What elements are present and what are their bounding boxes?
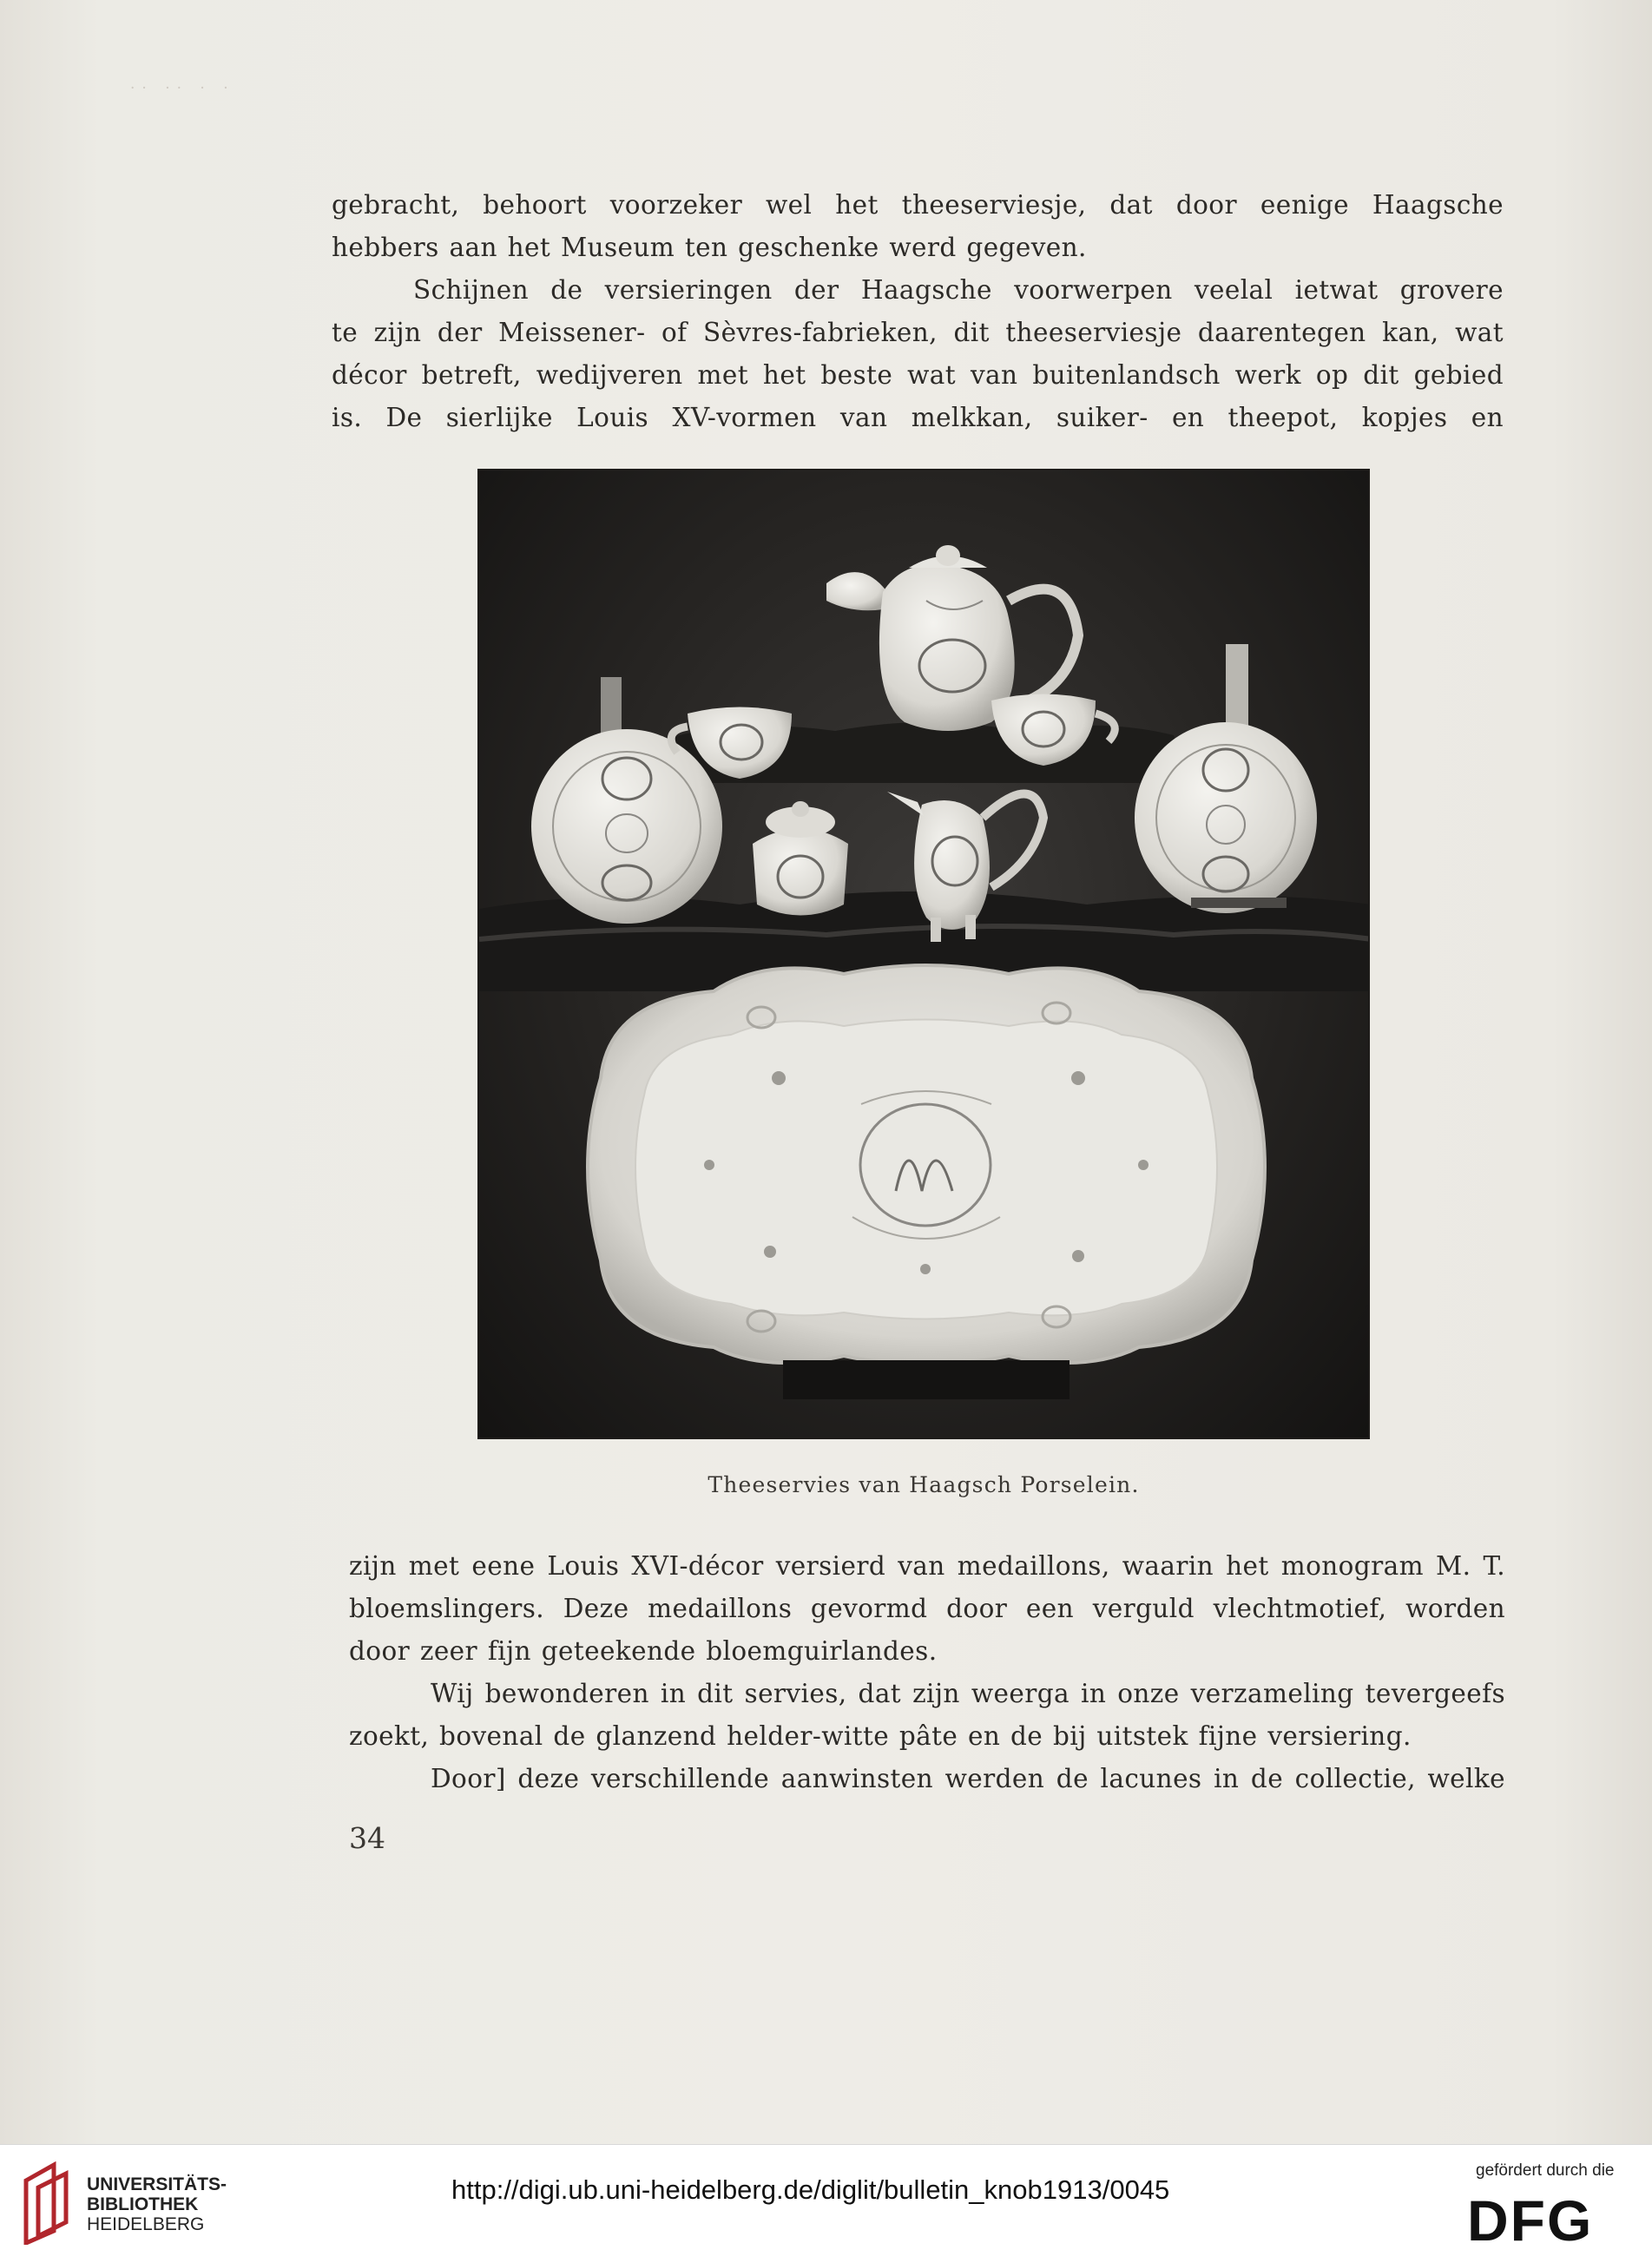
text-line: bloemslingers. Deze medaillons gevormd door een verguld vlechtmotief, worden	[349, 1594, 1505, 1623]
text-line: Wij bewonderen in dit servies, dat zijn weerga in onze verzameling tevergeefs	[431, 1679, 1505, 1708]
paragraph-bottom	[349, 1545, 1505, 1800]
text-line: zoekt, bovenal de glanzend helder-witte pâte en de bij uitstek fijne versiering.	[349, 1721, 1412, 1751]
library-name-line: HEIDELBERG	[87, 2214, 205, 2234]
tea-service-illustration	[479, 470, 1370, 1439]
library-name	[87, 2174, 227, 2234]
text-line: gebracht, behoort voorzeker wel het theeserviesje, dat door eenige Haagsche	[332, 190, 1504, 220]
text-line: hebbers aan het Museum ten geschenke werd gegeven.	[332, 233, 1087, 262]
scan-smudge: ·· ·· · ·	[130, 80, 235, 97]
dfg-logo: DFG	[1467, 2188, 1594, 2253]
text-line: Door] deze verschillende aanwinsten werden de lacunes in de collectie, welke	[431, 1764, 1505, 1793]
text-line: zijn met eene Louis XVI-décor versierd van medaillons, waarin het monogram M. T.	[349, 1551, 1505, 1581]
funded-by-label: gefördert durch die	[1476, 2161, 1615, 2180]
page-number: 34	[349, 1821, 385, 1855]
tea-service-photo	[477, 469, 1370, 1439]
text-line: is. De sierlijke Louis XV-vormen van melkkan, suiker- en theepot, kopjes en	[332, 403, 1504, 432]
text-line: Schijnen de versieringen der Haagsche voorwerpen veelal ietwat grovere	[413, 275, 1504, 305]
library-logo-icon	[19, 2161, 80, 2245]
text-line: décor betreft, wedijveren met het beste wat van buitenlandsch werk op dit gebied	[332, 360, 1504, 390]
paragraph-top	[332, 184, 1504, 439]
library-name-line: UNIVERSITÄTS-	[87, 2174, 227, 2194]
permalink-url[interactable]: http://digi.ub.uni-heidelberg.de/diglit/bulletin_knob1913/0045	[451, 2174, 1170, 2205]
figure-caption: Theeservies van Haagsch Porselein.	[708, 1472, 1140, 1497]
text-line: door zeer fijn geteekende bloemguirlandes.	[349, 1636, 938, 1666]
text-line: te zijn der Meissener- of Sèvres-fabrieken, dit theeserviesje daarentegen kan, wat	[332, 318, 1504, 347]
library-name-line: BIBLIOTHEK	[87, 2194, 199, 2214]
